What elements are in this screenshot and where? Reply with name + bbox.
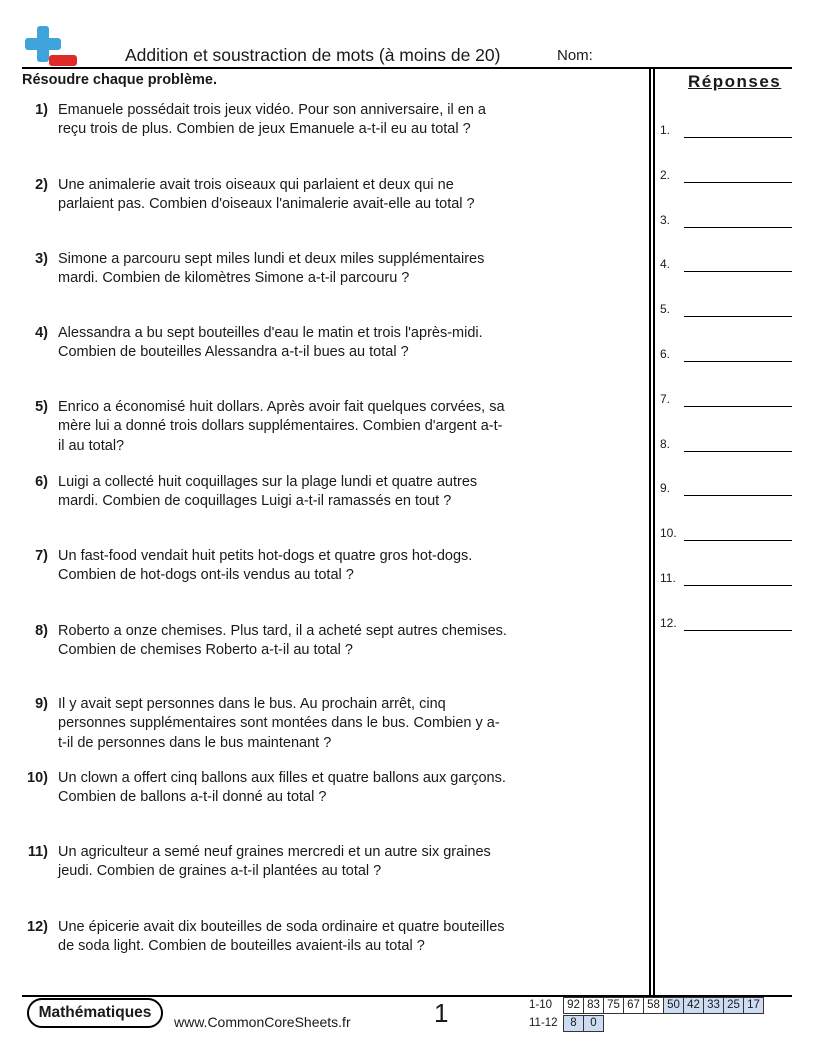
answer-blank[interactable] — [660, 526, 792, 546]
score-cell: 50 — [663, 997, 684, 1014]
score-cell: 8 — [563, 1015, 584, 1032]
problem-text: Un agriculteur a semé neuf graines mercredi et un autre six graines jeudi. Combien de graines a-t-il plantées au total ? — [58, 844, 491, 880]
answer-blank[interactable] — [660, 392, 792, 412]
plus-minus-logo-icon — [22, 24, 80, 68]
answer-number: 5. — [660, 302, 671, 317]
answer-line — [684, 316, 792, 317]
score-cell: 67 — [623, 997, 644, 1014]
answer-line — [684, 271, 792, 272]
answer-blank[interactable] — [660, 571, 792, 591]
answer-line — [684, 495, 792, 496]
problem-text: Un fast-food vendait huit petits hot-dogs et quatre gros hot-dogs. Combien de hot-dogs ont-ils vendus au total ? — [58, 548, 473, 584]
problem-number: 1) — [35, 102, 48, 118]
score-range-label: 1-10 — [529, 999, 553, 1011]
answer-number: 4. — [660, 257, 671, 272]
worksheet-title: Addition et soustraction de mots (à moins de 20) — [125, 45, 501, 65]
problem-number: 12) — [27, 919, 48, 935]
problem-text: Roberto a onze chemises. Plus tard, il a acheté sept autres chemises. Combien de chemises Roberto a-t-il au total ? — [58, 623, 507, 659]
answer-line — [684, 540, 792, 541]
score-cell: 33 — [703, 997, 724, 1014]
score-cell: 17 — [743, 997, 764, 1014]
answers-title: Réponses — [688, 72, 782, 91]
answer-number: 2. — [660, 167, 671, 182]
answer-blank[interactable] — [660, 437, 792, 457]
problem-text: Luigi a collecté huit coquillages sur la plage lundi et quatre autres mardi. Combien de coquillages Luigi a-t-il ramassés en tout ? — [58, 474, 478, 510]
problem-number: 2) — [35, 177, 48, 193]
problem-number: 9) — [35, 696, 48, 712]
problem-text: Alessandra a bu sept bouteilles d'eau le matin et trois l'après-midi. Combien de bouteilles Alessandra a-t-il bues au total ? — [58, 325, 483, 361]
answer-line — [684, 406, 792, 407]
answer-blank[interactable] — [660, 302, 792, 322]
answer-line — [684, 451, 792, 452]
column-divider — [649, 67, 651, 996]
answer-line — [684, 227, 792, 228]
answer-line — [684, 630, 792, 631]
score-cell: 75 — [603, 997, 624, 1014]
instructions: Résoudre chaque problème. — [22, 72, 217, 88]
problem-number: 8) — [35, 623, 48, 639]
answer-number: 10. — [660, 526, 677, 541]
answer-number: 9. — [660, 481, 671, 496]
answer-number: 12. — [660, 615, 677, 630]
score-cell: 58 — [643, 997, 664, 1014]
problem-text: Il y avait sept personnes dans le bus. Au prochain arrêt, cinq personnes supplémentaires sont montées dans le bus. Combien y a-t-il de personnes dans le bus maintenant ? — [58, 696, 500, 751]
site-url: www.CommonCoreSheets.fr — [174, 1014, 351, 1030]
problem-number: 7) — [35, 548, 48, 564]
score-row — [529, 997, 764, 1014]
problem-number: 5) — [35, 399, 48, 415]
score-cell: 83 — [583, 997, 604, 1014]
problem-number: 10) — [27, 770, 48, 786]
answer-number: 1. — [660, 123, 671, 137]
answer-number: 11. — [660, 571, 676, 585]
problem-number: 4) — [35, 325, 48, 341]
problem-text: Enrico a économisé huit dollars. Après avoir fait quelques corvées, sa mère lui a donné trois dollars supplémentaires. Combien d'argent a-t-il au total? — [58, 399, 505, 454]
answer-blank[interactable] — [660, 257, 792, 277]
column-divider — [653, 67, 655, 996]
answer-number: 8. — [660, 436, 671, 451]
answer-line — [684, 361, 792, 362]
score-cell: 25 — [723, 997, 744, 1014]
problem-text: Une épicerie avait dix bouteilles de soda ordinaire et quatre bouteilles de soda light. Combien de bouteilles avaient-ils au total ? — [58, 919, 505, 955]
page-number: 1 — [434, 998, 449, 1028]
brand-badge: Mathématiques — [27, 998, 163, 1028]
answer-line — [684, 137, 792, 138]
answer-blank[interactable] — [660, 213, 792, 233]
answer-number: 7. — [660, 391, 671, 406]
problem-number: 11) — [27, 844, 48, 860]
answer-number: 6. — [660, 347, 671, 361]
header-divider — [22, 67, 792, 69]
answer-blank[interactable] — [660, 481, 792, 501]
score-range-label: 11-12 — [529, 1017, 558, 1029]
answer-blank[interactable] — [660, 168, 792, 188]
problem-text: Simone a parcouru sept miles lundi et deux miles supplémentaires mardi. Combien de kilomètres Simone a-t-il parcouru ? — [58, 251, 485, 287]
problem-text: Emanuele possédait trois jeux vidéo. Pour son anniversaire, il en a reçu trois de plus. Combien de jeux Emanuele a-t-il eu au total ? — [58, 102, 486, 138]
score-cell: 92 — [563, 997, 584, 1014]
problem-number: 6) — [35, 474, 48, 490]
problem-text: Une animalerie avait trois oiseaux qui parlaient et deux qui ne parlaient pas. Combien d'oiseaux l'animalerie avait-elle au total ? — [58, 177, 475, 213]
answer-number: 3. — [660, 212, 671, 227]
name-label: Nom: — [557, 47, 593, 64]
score-cell: 0 — [583, 1015, 604, 1032]
score-row — [529, 1015, 604, 1032]
score-cell: 42 — [683, 997, 704, 1014]
answer-line — [684, 182, 792, 183]
problem-number: 3) — [35, 251, 48, 267]
answer-blank[interactable] — [660, 347, 792, 367]
answer-blank[interactable] — [660, 123, 792, 143]
answer-blank[interactable] — [660, 616, 792, 636]
problem-text: Un clown a offert cinq ballons aux filles et quatre ballons aux garçons. Combien de ballons a-t-il donné au total ? — [58, 770, 506, 806]
answer-line — [684, 585, 792, 586]
